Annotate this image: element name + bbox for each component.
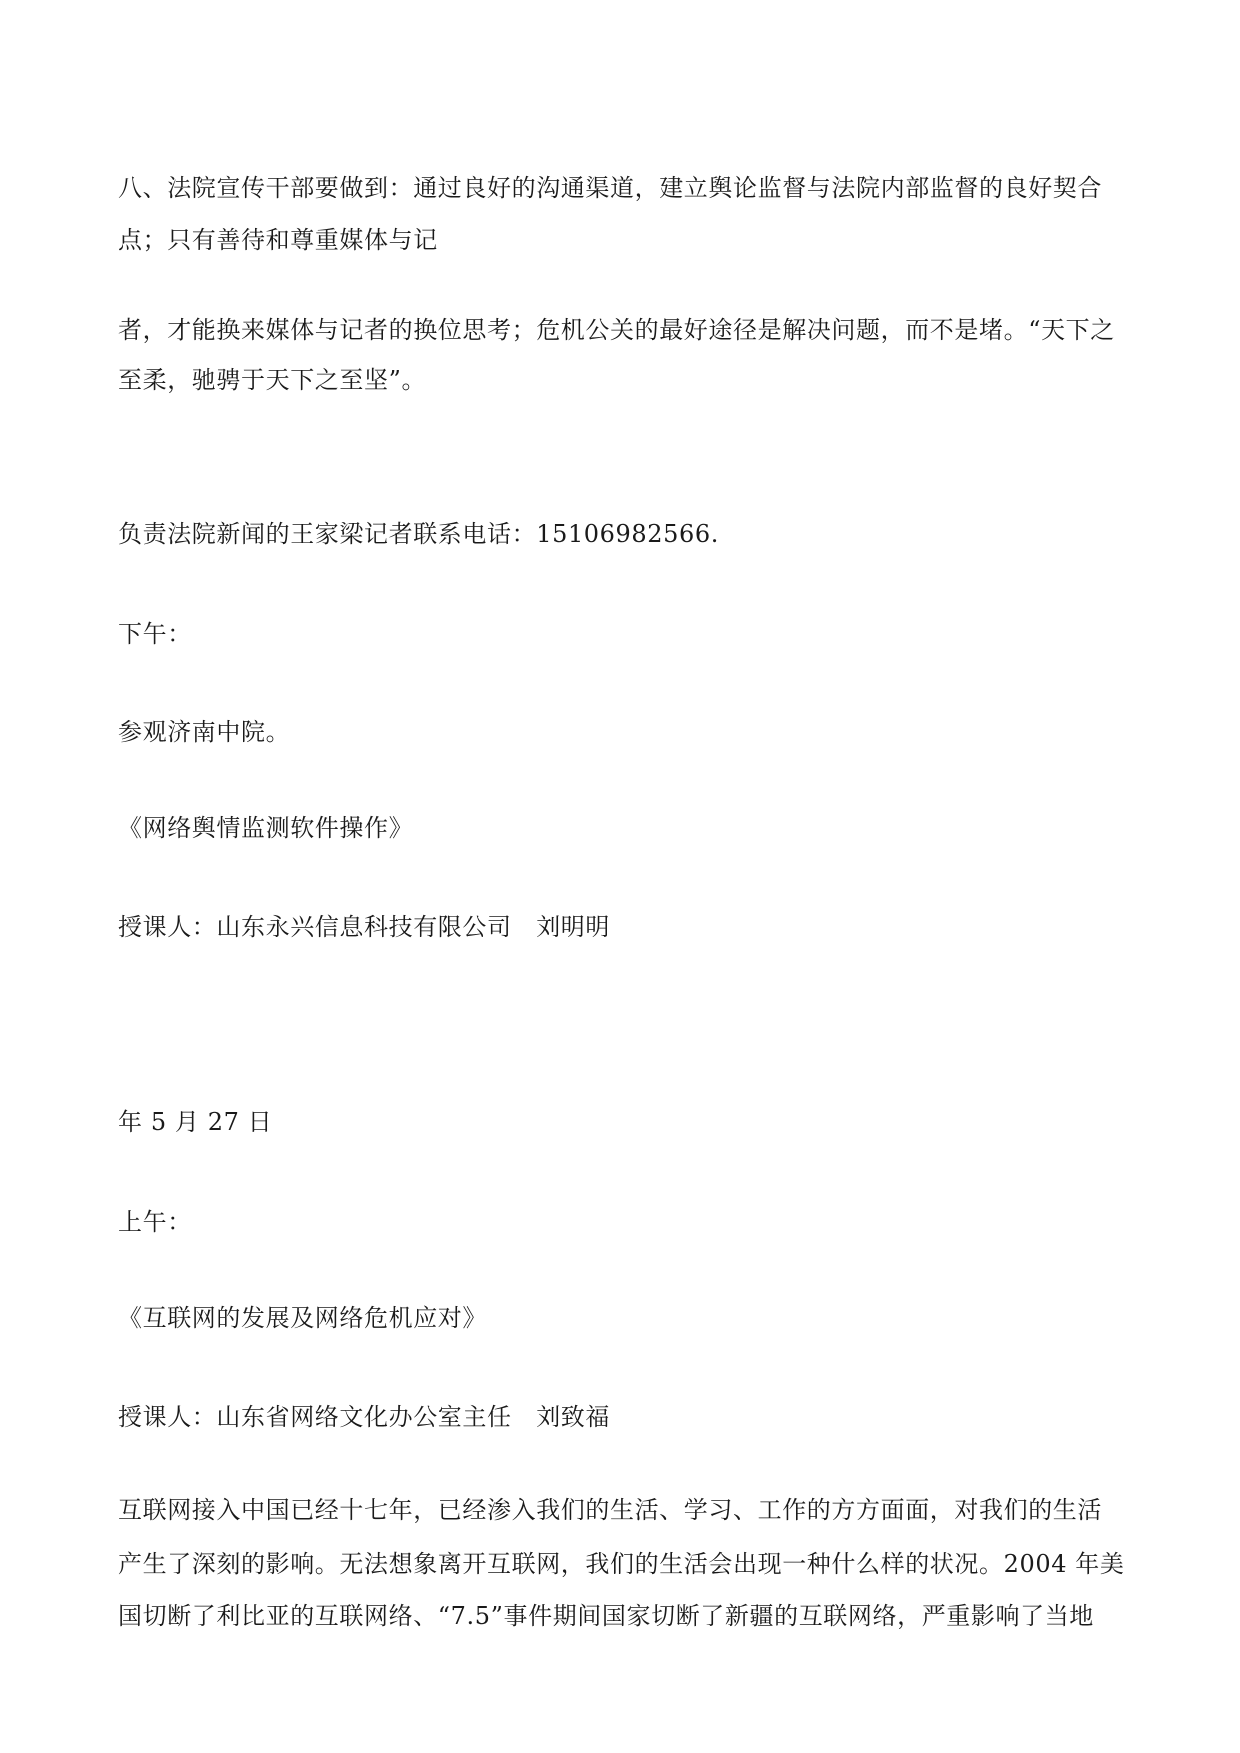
- contact-line: 负责法院新闻的王家梁记者联系电话：15106982566.: [118, 520, 719, 548]
- visit-line: 参观济南中院。: [118, 718, 291, 746]
- paragraph-8-line-2: 点；只有善待和尊重媒体与记: [118, 226, 438, 254]
- afternoon-label: 下午：: [118, 620, 192, 648]
- course-1-lecturer: 授课人：山东永兴信息科技有限公司 刘明明: [118, 913, 610, 941]
- paragraph-8-line-1: 八、法院宣传干部要做到：通过良好的沟通渠道，建立舆论监督与法院内部监督的良好契合: [118, 174, 1102, 202]
- course-2-title: 《互联网的发展及网络危机应对》: [118, 1304, 487, 1332]
- internet-paragraph-line-2: 产生了深刻的影响。无法想象离开互联网，我们的生活会出现一种什么样的状况。2004 年美: [118, 1550, 1125, 1578]
- internet-paragraph-line-1: 互联网接入中国已经十七年，已经渗入我们的生活、学习、工作的方方面面，对我们的生活: [118, 1496, 1102, 1524]
- morning-label: 上午：: [118, 1208, 192, 1236]
- paragraph-8-cont-line-1: 者，才能换来媒体与记者的换位思考；危机公关的最好途径是解决问题，而不是堵。“天下之: [118, 316, 1115, 344]
- course-2-lecturer: 授课人：山东省网络文化办公室主任 刘致福: [118, 1403, 610, 1431]
- course-1-title: 《网络舆情监测软件操作》: [118, 814, 414, 842]
- date-line: 年 5 月 27 日: [118, 1108, 273, 1136]
- internet-paragraph-line-3: 国切断了利比亚的互联网络、“7.5”事件期间国家切断了新疆的互联网络，严重影响了当地: [118, 1602, 1094, 1630]
- paragraph-8-cont-line-2: 至柔，驰骋于天下之至坚”。: [118, 366, 427, 394]
